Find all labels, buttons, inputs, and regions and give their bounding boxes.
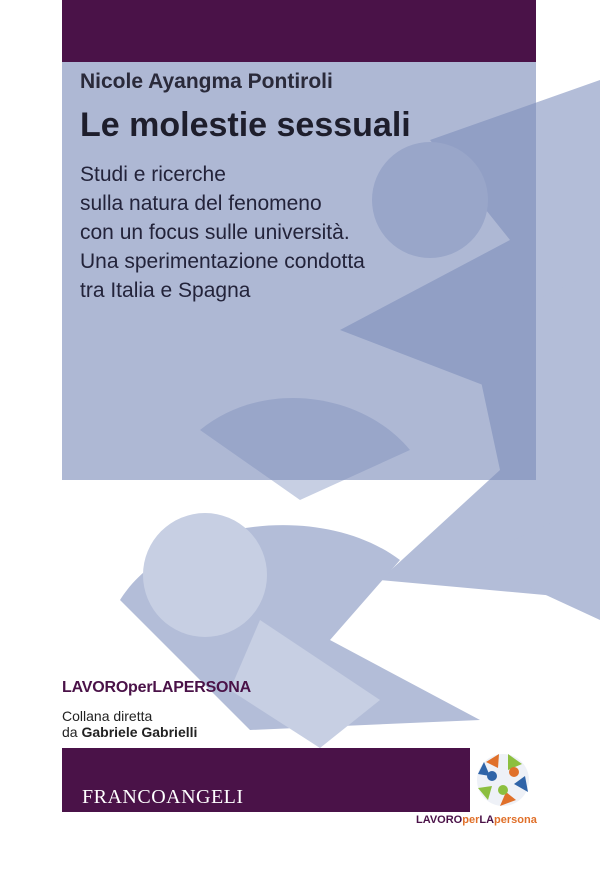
logo-part-la: LA <box>479 814 495 826</box>
book-subtitle <box>80 160 365 305</box>
editor-prefix: da <box>62 724 78 740</box>
logo-part-per: per <box>462 814 480 826</box>
editor-line2 <box>62 724 197 740</box>
subtitle-line: Una sperimentazione condotta <box>80 250 365 273</box>
editor-name: Gabriele Gabrielli <box>81 724 198 740</box>
author-name: Nicole Ayangma Pontiroli <box>80 70 333 93</box>
subtitle-line: sulla natura del fenomeno <box>80 192 322 215</box>
logo-part-lavoro: LAVORO <box>416 814 463 826</box>
publisher-name: FRANCOANGELI <box>82 786 244 808</box>
people-circle-logo-icon <box>470 748 536 812</box>
series-logo-caption <box>416 814 537 826</box>
subtitle-line: Studi e ricerche <box>80 163 226 186</box>
series-logo <box>470 748 536 812</box>
editor-line1: Collana diretta <box>62 708 153 724</box>
series-editor <box>62 708 197 740</box>
logo-part-persona: persona <box>494 814 537 826</box>
top-purple-band <box>62 0 536 62</box>
book-title: Le molestie sessuali <box>80 106 411 144</box>
subtitle-line: con un focus sulle università. <box>80 221 350 244</box>
series-name: LAVOROperLAPERSONA <box>62 679 252 696</box>
subtitle-line: tra Italia e Spagna <box>80 279 251 302</box>
